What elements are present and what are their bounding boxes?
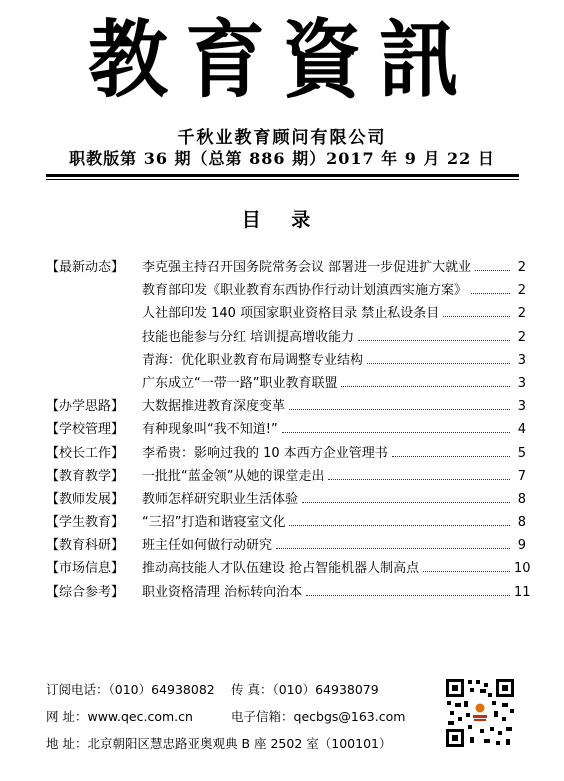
toc-page-number: 9 [517, 538, 526, 554]
fax-row [231, 680, 379, 698]
toc-page-number: 10 [514, 561, 531, 577]
toc-category: 【办学思路】 [46, 399, 125, 415]
address-label: 地 址： [46, 736, 88, 751]
email-label: 电子信箱： [231, 709, 294, 724]
toc-row[interactable] [46, 581, 531, 604]
toc-page-number: 3 [517, 352, 526, 368]
masthead-title: 教育資訊 [88, 10, 476, 109]
qr-code-icon[interactable] [444, 677, 516, 749]
toc-leader-dots [423, 571, 510, 572]
toc-entry-title: 教育部印发《职业教育东西协作行动计划滇西实施方案》 [142, 283, 468, 299]
toc-leader-dots [392, 456, 510, 457]
toc-leader-dots [276, 548, 510, 549]
toc-leader-dots [471, 293, 510, 294]
toc-row[interactable] [46, 557, 531, 580]
toc-leader-dots [289, 409, 510, 410]
website-label: 网 址： [46, 709, 88, 724]
toc-page-number: 5 [517, 445, 526, 461]
toc-row[interactable] [46, 256, 526, 279]
toc-leader-dots [289, 525, 510, 526]
toc-entry-title: 教师怎样研究职业生活体验 [142, 491, 299, 507]
toc-leader-dots [306, 595, 510, 596]
toc-row[interactable] [46, 488, 526, 511]
toc-row[interactable] [46, 279, 526, 302]
toc-page-number: 4 [517, 422, 526, 438]
address-value: 北京朝阳区慧忠路亚奥观典 B 座 2502 室（100101） [87, 736, 392, 751]
footer [46, 680, 436, 760]
toc-leader-dots [367, 363, 510, 364]
toc-category: 【最新动态】 [46, 260, 125, 275]
email-row [231, 707, 405, 725]
toc-row[interactable] [46, 511, 526, 534]
toc-row[interactable] [46, 349, 526, 372]
toc-entry-title: 大数据推进教育深度变革 [142, 399, 286, 415]
toc-entry-title: 有种现象叫“我不知道!” [142, 422, 278, 438]
toc-leader-dots [475, 270, 510, 271]
toc-entry-title: 青海：优化职业教育布局调整专业结构 [142, 352, 364, 368]
toc-entry-title: 推动高技能人才队伍建设 抢占智能机器人制高点 [142, 561, 420, 577]
toc-row[interactable] [46, 395, 526, 418]
toc-leader-dots [328, 479, 510, 480]
toc-row[interactable] [46, 442, 526, 465]
toc-page-number: 3 [517, 399, 526, 415]
order-phone-row [46, 680, 215, 698]
toc-entry-title: 广东成立“一带一路”职业教育联盟 [142, 375, 338, 391]
toc-entry-title: “三招”打造和谐寝室文化 [142, 515, 286, 531]
toc-category: 【学校管理】 [46, 422, 125, 438]
toc-page-number: 2 [517, 283, 526, 299]
toc-row[interactable] [46, 326, 526, 349]
toc-page-number: 2 [517, 306, 526, 322]
toc-leader-dots [443, 316, 510, 317]
header-rule-thick [46, 174, 519, 177]
toc-category: 【综合参考】 [46, 584, 125, 600]
toc-entry-title: 人社部印发 140 项国家职业资格目录 禁止私设条目 [142, 306, 440, 322]
toc-entry-title: 一批批“蓝金领”从她的课堂走出 [142, 468, 325, 484]
publisher-name: 千秋业教育顾问有限公司 [177, 128, 387, 148]
toc-row[interactable] [46, 465, 526, 488]
toc-category: 【学生教育】 [46, 515, 125, 531]
toc-page-number: 8 [517, 491, 526, 507]
toc-category: 【教育教学】 [46, 468, 125, 484]
fax-value: （010）64938079 [272, 682, 379, 697]
toc-leader-dots [302, 502, 510, 503]
website-row [46, 707, 193, 725]
order-phone-value: （010）64938082 [108, 682, 215, 697]
order-phone-label: 订阅电话： [46, 682, 109, 697]
toc-row[interactable] [46, 302, 526, 325]
toc-page-number: 11 [514, 584, 531, 600]
toc-page-number: 3 [517, 375, 526, 391]
toc-row[interactable] [46, 418, 526, 441]
toc-entry-title: 李希贵：影响过我的 10 本西方企业管理书 [142, 445, 388, 461]
header-rule-thin [46, 179, 519, 180]
address-row [46, 734, 391, 752]
toc-entry-title: 班主任如何做行动研究 [142, 538, 273, 554]
table-of-contents [46, 256, 531, 604]
toc-page-number: 8 [517, 515, 526, 531]
toc-entry-title: 技能也能参与分红 培训提高增收能力 [142, 329, 355, 345]
toc-entry-title: 李克强主持召开国务院常务会议 部署进一步促进扩大就业 [142, 260, 472, 275]
toc-row[interactable] [46, 372, 526, 395]
fax-label: 传 真： [231, 682, 273, 697]
website-value: www.qec.com.cn [87, 709, 193, 724]
toc-leader-dots [341, 386, 510, 387]
issue-line: 职教版第 36 期（总第 886 期）2017 年 9 月 22 日 [69, 149, 495, 168]
toc-category: 【教育科研】 [46, 538, 125, 554]
toc-category: 【校长工作】 [46, 445, 125, 461]
email-value: qecbgs@163.com [293, 709, 406, 724]
toc-leader-dots [358, 340, 510, 341]
toc-page-number: 2 [517, 329, 526, 345]
toc-row[interactable] [46, 534, 526, 557]
toc-leader-dots [282, 432, 510, 433]
toc-entry-title: 职业资格清理 治标转向治本 [142, 584, 303, 600]
toc-category: 【市场信息】 [46, 561, 125, 577]
toc-page-number: 7 [517, 468, 526, 484]
toc-heading: 目 录 [241, 209, 323, 231]
toc-category: 【教师发展】 [46, 491, 125, 507]
toc-page-number: 2 [517, 260, 526, 275]
